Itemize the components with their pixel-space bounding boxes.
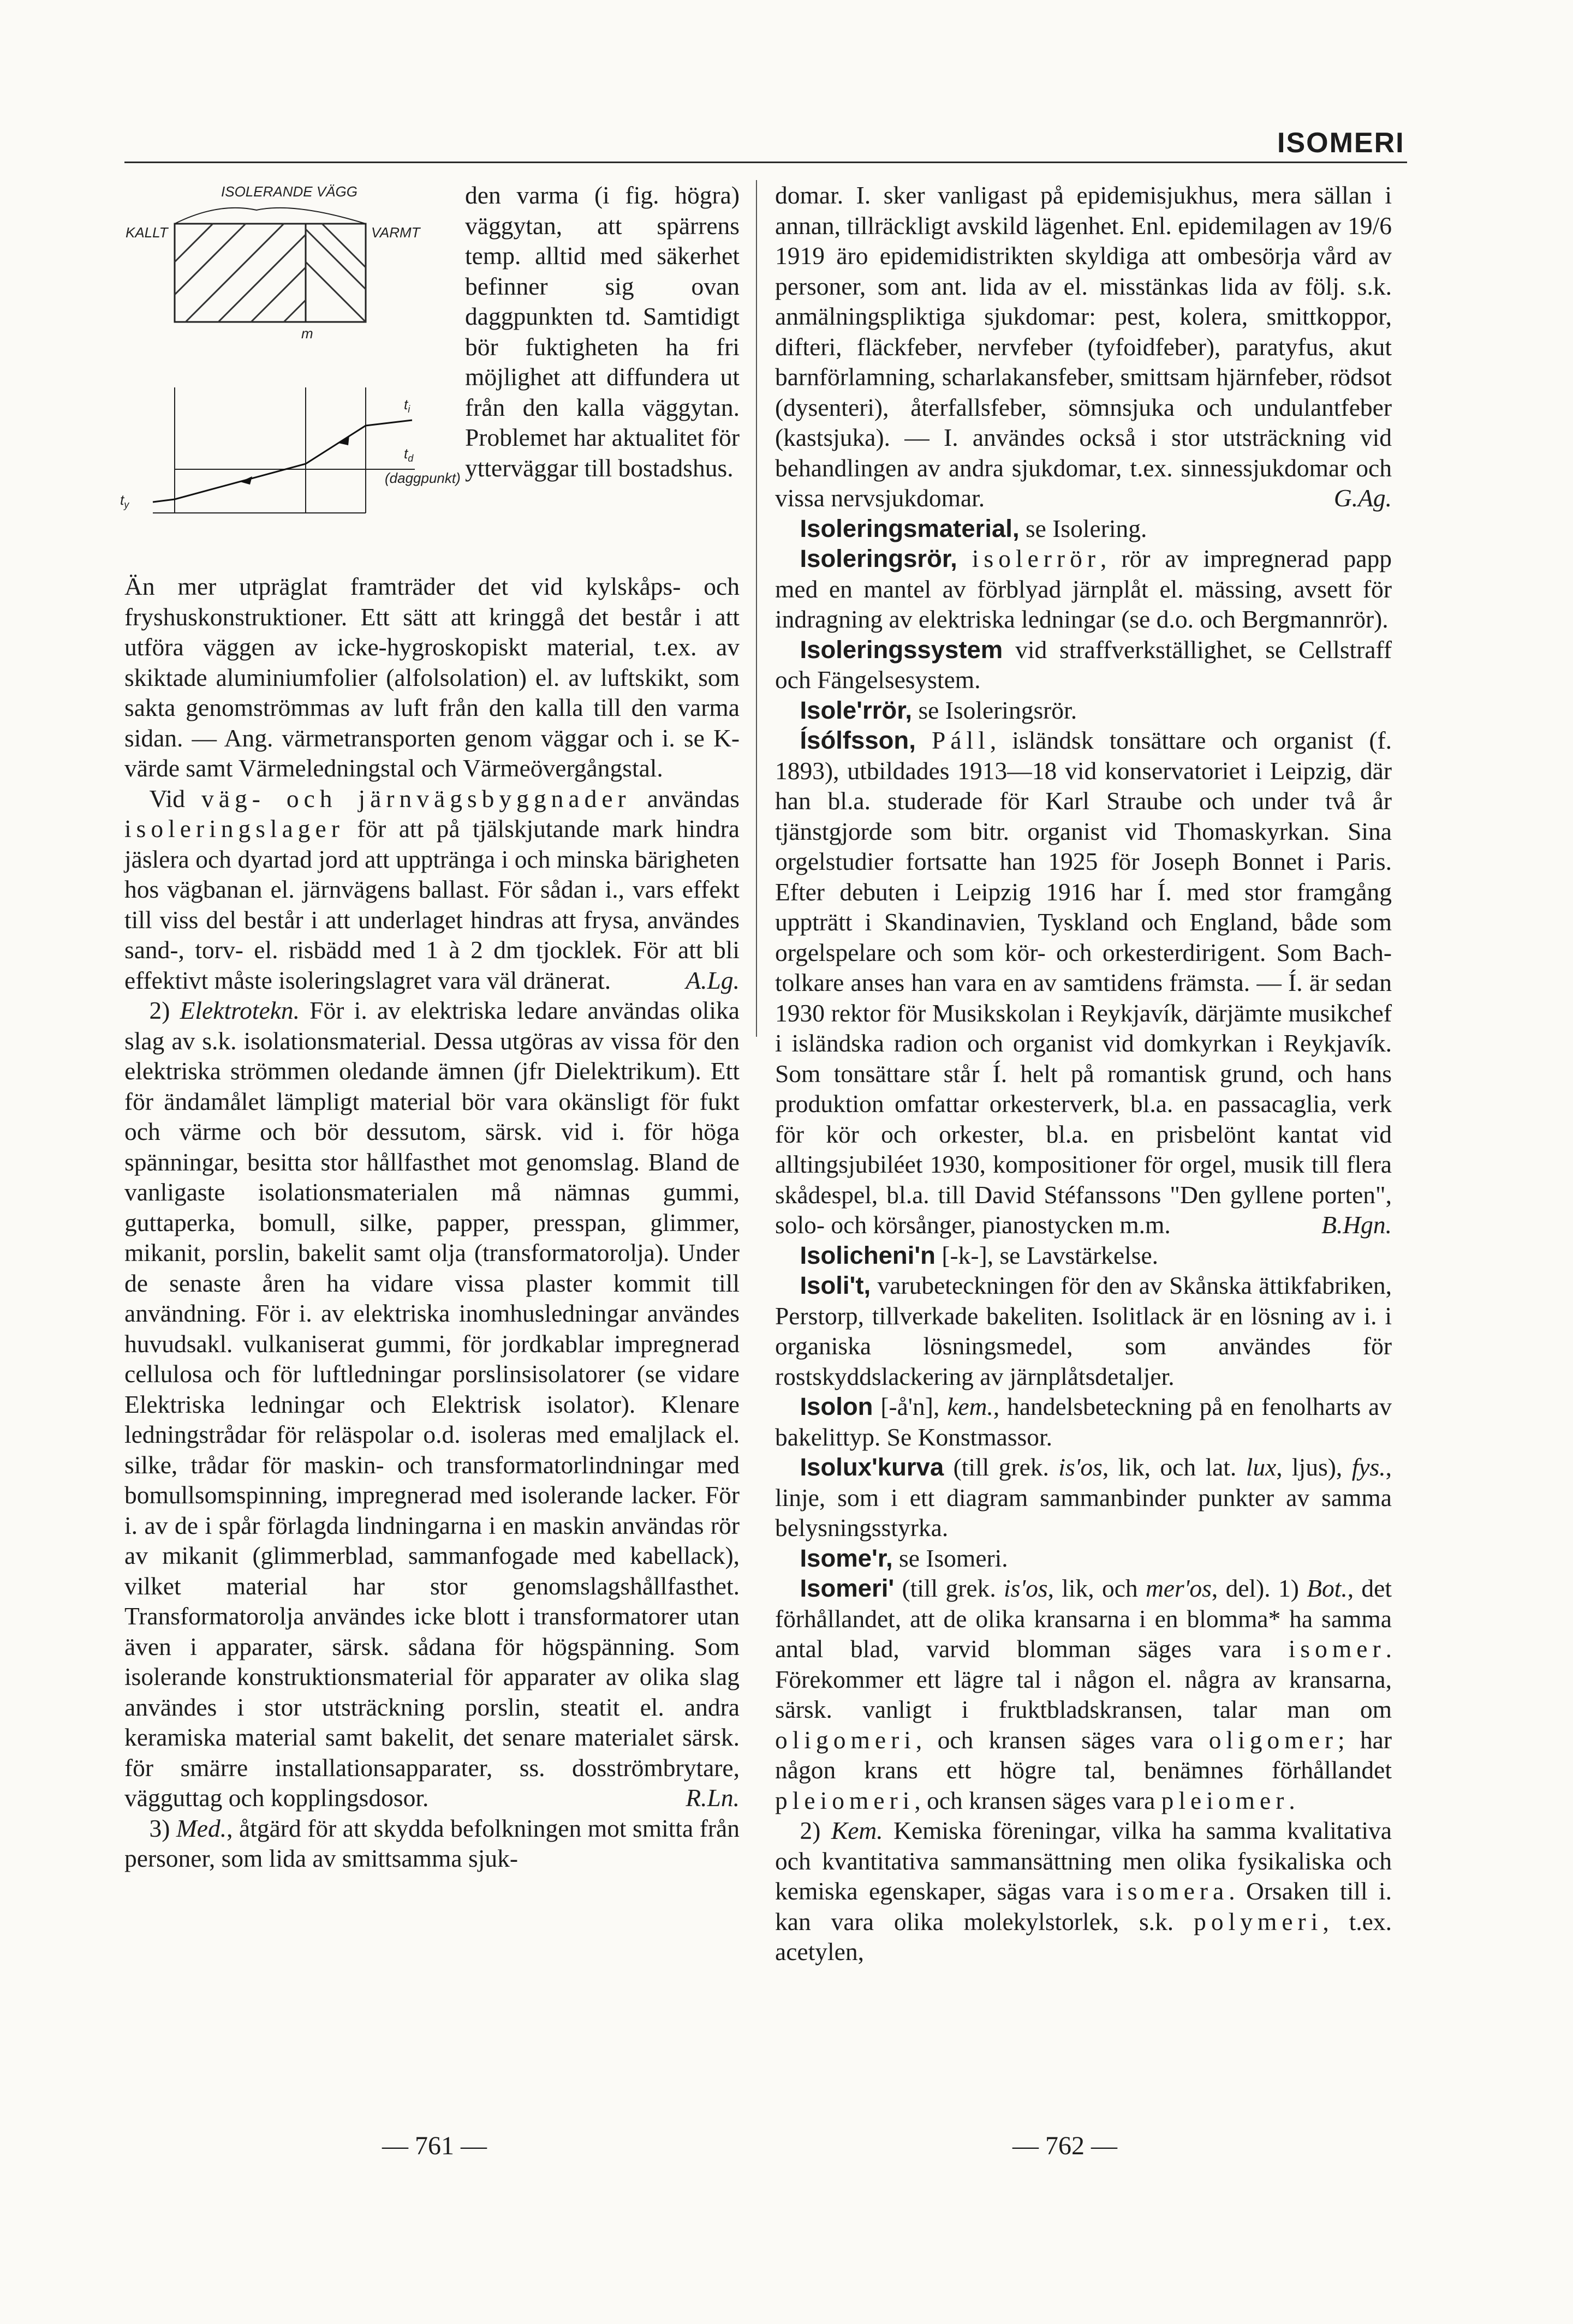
e1-body: se Isolering. [1019,514,1147,542]
e9-head: Isolux'kurva [800,1453,944,1481]
label-ty-main: t [120,492,124,508]
label-ti [404,396,410,415]
label-td-main: t [404,445,408,462]
left-column [124,571,740,1874]
e8-head: Isolon [800,1393,873,1420]
signature-alg: A.Lg. [686,966,740,994]
e9-d: , linje, som i ett diagram sammanbinder punkter av samma belysningsstyrka. [775,1453,1392,1542]
temperature-curve [153,420,412,502]
entry-isomer [775,1543,1392,1574]
title-brace [175,208,366,224]
signature-rln: R.Ln. [686,1784,740,1812]
paragraph-elektrotekn [124,995,740,1813]
figure-title: ISOLERANDE VÄGG [221,183,358,200]
page-number-right: — 762 — [1012,2131,1117,2160]
right-column [775,180,1392,1967]
e7-body: varubeteckningen för den av Skånska ättikfabriken, Perstorp, tillverkade bakeliten. Isolitlack är en lösning av i. i organiska lösningsmedel, som användes för rostskyddslackering av järnplåtsdetaljer. [775,1271,1392,1390]
r-p1-body: domar. I. sker vanligast på epidemisjukhus, mera sällan i annan, tillräckligt avskild lägenhet. Enl. epidemilagen av 19/6 1919 äro epidemidistrikten skyldiga att ombesörja vård av personer, som ant. lida av el. misstänkas lida av följ. s.k. anmälningspliktiga sjukdomar: pest, kolera, smittkoppor, difteri, fläckfeber, nervfeber (tyfoidfeber), paratyfus, akut barnförlamning, scharlakansfeber, smittsam hjärnfeber, rödsot (dysenteri), återfallsfeber, sömnsjuka och undulantfeber (kastsjuka). — I. användes också i stor utsträckning vid behandlingen av andra sjukdomar, t.ex. sinnessjukdomar och vissa nervsjukdomar. [775,181,1392,512]
paragraph-vagbyggnad [124,784,740,996]
p4-num: 3) [149,1814,176,1842]
e11-italic-1: is'os [1004,1574,1048,1602]
e11-f: , och kransen säges vara [915,1725,1209,1754]
entry-isolichenin [775,1240,1392,1271]
e2-body: , rör av impregnerad papp med en mantel av förblyad järnplåt el. mässing, avsett för indragning av elektriska ledningar (se d.o. och Bergmannrör). [775,545,1392,633]
label-cold: KALLT [126,224,168,241]
header-rule [124,162,1407,163]
e12-a: Kemiska föreningar, vilka ha samma kvalitativa och kvantitativa sammansättning men olika fysikaliska och kemiska egenskaper, sägas vara [775,1817,1392,1905]
e10-head: Isome'r, [800,1544,893,1572]
e4-body: se Isoleringsrör. [912,696,1077,724]
paragraph-med [124,1813,740,1874]
e11-italic-2: mer'os [1145,1574,1212,1602]
e11-d: , det förhållandet, att de olika kransarna i en blomma* ha samma antal blad, varvid blomman säges vara [775,1574,1392,1663]
e12-c: , t.ex. acetylen, [775,1907,1392,1965]
p2-b: användas [630,784,740,812]
e5-spaced: Páll [932,726,990,754]
signature-bhgn: B.Hgn. [1321,1211,1392,1239]
e11-italic-3: Bot. [1307,1574,1348,1602]
e10-body: se Isomeri. [892,1544,1008,1572]
e9-italic-3: fys. [1351,1453,1386,1481]
e11-b: , lik, och [1047,1574,1146,1602]
e9-b: , lik, och lat. [1102,1453,1246,1481]
wall-hatching [175,224,366,322]
e11-spaced-5: pleiomer [1161,1786,1289,1814]
label-ty-sub: y [124,499,129,510]
e12-italic: Kem. [831,1817,883,1844]
p3-body: För i. av elektriska ledare användas olika slag av s.k. isolationsmaterial. Dessa utgöras av vissa för den elektriska strömmen oledande ämnen (jfr Dielektrikum). Ett för ändamålet lämpligt material bör vara okänsligt för fukt och värme och bör dessutom, särsk. vid i. för höga spänningar, besitta stor hållfasthet mot genomslag. Bland de vanligaste isolationsmaterialen må nämnas gummi, guttaperka, bomull, silke, papper, presspan, glimmer, mikanit, porslin, bakelit samt olja (transformatorolja). Under de senaste åren ha vidare vissa plaster kommit till användning. För i. av elektriska inomhusledningar användes huvudsakl. vulkaniserat gummi, för jordkablar impregnerad cellulosa och för luftledningar porslinsisolatorer (se vidare Elektriska ledningar och Elektrisk isolator). Klenare ledningstrådar för reläspolar o.d. isoleras med emaljlack el. silke, trådar för maskin- och transformatorlindningar med bomullsomspinning, impregnerad med isolerande lacker. För i. av de i spår förlagda lindningarna i en maskin användas rör av mikanit (glimmerblad, sammanfogade med kabellack), vilket material har stor genomslagshållfasthet. Transformatorolja användes icke blott i transformatorer utan även i apparater, särsk. sådana för högspänning. Som isolerande konstruktionsmaterial för apparater av olika slag användes i stor utsträckning porslin, steatit el. andra keramiska material samt bakelit, det senare materialet särsk. för smärre installationsapparater, ss. dosströmbrytare, vägguttag och kopplingsdosor. [124,996,740,1812]
e11-c: , del). 1) [1211,1574,1307,1602]
p2-spaced-2: isoleringslager [124,815,344,843]
p2-a: Vid [149,784,202,812]
e8-italic: kem. [947,1393,993,1420]
entry-isolerror [775,695,1392,726]
wall-diagram [109,180,469,573]
e11-a: (till grek. [894,1574,1004,1602]
entry-isoleringsror [775,543,1392,635]
e11-i: . [1289,1786,1295,1814]
label-dewpoint: (daggpunkt) [385,470,461,486]
e2-head: Isoleringsrör, [800,545,957,572]
e11-spaced-3: oligomer [1208,1725,1338,1754]
e5-body: , isländsk tonsättare och organist (f. 1893), utbildades 1913—18 vid konservatoriet i Leipzig, där han bl.a. studerade för Karl Straube och under två år tjänstgjorde som bitr. organist vid Thomaskyrkan. Sina orgelstudier fortsatte han 1925 för Joseph Bonnet i Paris. Efter debuten i Leipzig 1916 har Í. med stor framgång uppträtt i Skandinavien, Tyskland och England, både som orgelspelare och som kör- och orkesterdirigent. Som Bach-tolkare anses han vara en av samtidens främsta. — Í. är sedan 1930 rektor för Musikskolan i Reykjavík, därjämte musikchef i isländska radion och organist vid domkyrkan i Reykjavík. Som tonsättare står Í. helt på romantisk grund, och hans produktion omfattar orkesterverk, bl.a. en passacaglia, verk för kör och orkester, bl.a. en prisbelönt kantat vid alltingsjubiléet 1930, kompositioner för orgel, musik till flera skådespel, bl.a. till David Stéfanssons "Den gyllene porten", solo- och körsånger, pianostycken m.m. [775,726,1392,1239]
e12-spaced-1: isomera [1116,1877,1229,1905]
wall-body [175,224,306,322]
e9-italic-2: lux [1246,1453,1277,1481]
e3-head: Isoleringssystem [800,635,1003,664]
signature-gag: G.Ag. [1333,484,1392,512]
e11-g: ; har någon krans ett högre tal, benämnes förhållandet [775,1725,1392,1784]
column-rule [756,180,757,1037]
p3-head: Elektrotekn. [180,996,300,1024]
e9-c: , ljus), [1276,1453,1352,1481]
p2-spaced-1: väg- och järnvägsbyggnader [201,784,631,812]
entry-isomeri [775,1573,1392,1815]
entry-isolfsson [775,725,1392,1240]
e1-head: Isoleringsmaterial, [800,514,1020,542]
curve-arrow-2 [338,435,349,445]
e5-head: Ísólfsson, [800,726,916,754]
e12-spaced-2: polymeri [1194,1907,1323,1935]
entry-isoleringsmaterial [775,513,1392,544]
e11-e: . Förekommer ett lägre tal i någon el. några av kransarna, särsk. vanligt i fruktbladskransen, talar man om [775,1635,1392,1723]
e6-head: Isolicheni'n [800,1241,936,1269]
label-ti-sub: i [408,404,410,415]
entry-isoleringssystem [775,635,1392,695]
e8-body: , handelsbeteckning på en fenolharts av bakelittyp. Se Konstmassor. [775,1393,1392,1451]
insulating-wall-figure [109,180,469,573]
e9-italic-1: is'os [1058,1453,1103,1481]
paragraph-kylskap: Än mer utpräglat framträder det vid kylskåps- och fryshuskonstruktioner. Ett sätt att kringgå det består i att utföra väggen av icke-hygroskopiskt material, t.ex. av skiktade aluminiumfolier (alfolsolation) el. av luftskikt, som sakta genomströmmas av luft från den kalla till den varma sidan. — Ang. värmetransporten genom väggar och i. se K-värde samt Värmeledningstal och Värmeövergångstal. [124,572,740,782]
p4-body: , åtgärd för att skydda befolkningen mot smitta från personer, som lida av smittsamma sjuk- [124,1814,740,1872]
e11-h: , och kransen säges vara [914,1786,1161,1814]
entry-isolit [775,1270,1392,1391]
entry-isoluxkurva [775,1452,1392,1543]
e11-spaced-4: pleiomeri [775,1786,915,1814]
p4-head: Med. [176,1814,227,1842]
e11-spaced-1: isomer [1288,1635,1386,1663]
e8-pre: [-å'n], [873,1393,948,1420]
label-ty [120,492,129,510]
e9-a: (till grek. [944,1453,1059,1481]
label-m: m [301,325,313,342]
e2-spaced: isolerrör [972,545,1100,572]
e7-head: Isoli't, [800,1271,871,1299]
p3-num: 2) [149,996,180,1024]
left-column-figure-text [465,180,740,483]
label-warm: VARMT [371,224,420,241]
page-number-left: — 761 — [382,2131,487,2160]
e11-spaced-2: oligomeri [775,1725,916,1754]
running-head: ISOMERI [1277,127,1405,159]
entry-isomeri-kem [775,1815,1392,1967]
e12-b: . Orsaken till i. kan vara olika molekylstorlek, s.k. [775,1877,1392,1935]
e4-head: Isole'rrör, [800,696,913,724]
figure-side-paragraph: den varma (i fig. högra) väggytan, att spärrens temp. alltid med säkerhet befinner sig ovan daggpunkten td. Samtidigt bör fuktigheten ha fri möjlighet att diffundera ut från den kalla väggytan. Problemet har aktualitet för ytterväggar till bostadshus. [465,181,740,482]
paragraph-epidemi [775,180,1392,513]
p2-c: för att på tjälskjutande mark hindra jäslera och dyartad jord att uppträngа i och minska bärigheten hos vägbanan el. järnvägens ballast. För sådan i., vars effekt till viss del består i att underlaget hindras att frysa, användes sand-, torv- el. risbädd med 1 à 2 dm tjocklek. För att bli effektivt måste isoleringslagret vara väl dränerat. [124,815,740,994]
e11-head: Isomeri' [800,1574,895,1602]
entry-isolon [775,1391,1392,1452]
e12-num: 2) [800,1817,831,1844]
label-td-sub: d [408,453,414,464]
label-td [404,445,414,464]
e6-body: [-k-], se Lavstärkelse. [935,1241,1159,1269]
e3-body: vid straffverkställighet, se Cellstraff och Fängelsesystem. [775,635,1392,694]
label-ti-main: t [404,396,408,413]
